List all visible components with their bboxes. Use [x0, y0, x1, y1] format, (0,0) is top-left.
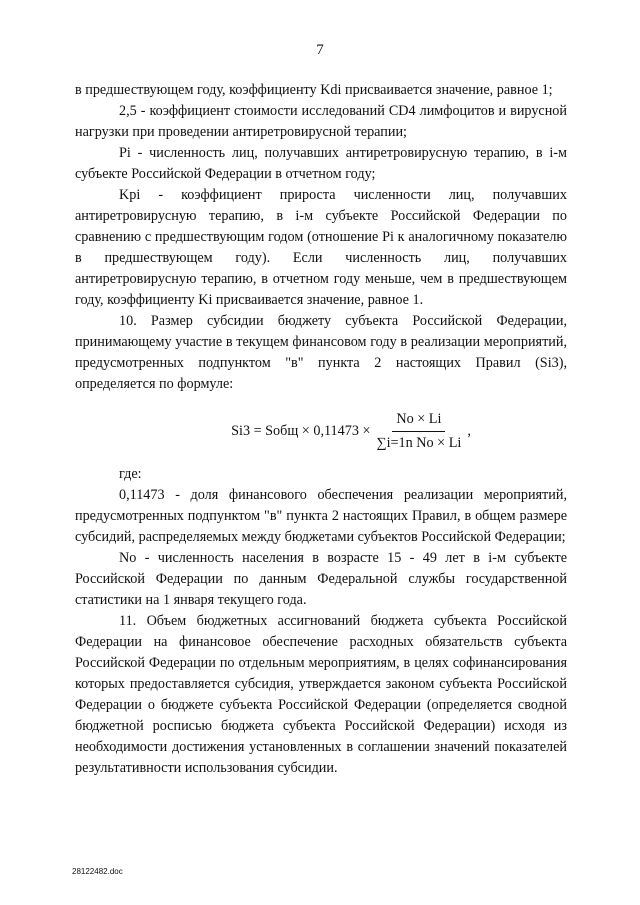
paragraph-coefficient-cd4: 2,5 - коэффициент стоимости исследований CD4 лимфоцитов и вирусной нагрузки при проведении антиретровирусной терапии;	[75, 103, 567, 140]
paragraph-pi-definition: Pi - численность лиц, получавших антиретровирусную терапию, в i-м субъекте Российской Федерации в отчетном году;	[75, 145, 567, 182]
formula-lhs: Si3 = Sобщ × 0,11473 ×	[231, 423, 371, 439]
paragraph-no-definition: No - численность населения в возрасте 15 - 49 лет в i-м субъекте Российской Федерации по данным Федеральной службы государственной статистики на 1 января текущего года.	[75, 550, 567, 608]
formula-tail: ,	[467, 423, 471, 439]
paragraph-share-definition: 0,11473 - доля финансового обеспечения реализации мероприятий, предусмотренных подпунктом "в" пункта 2 настоящих Правил, в общем размере субсидий, распределяемых между бюджетами субъектов Российской Федерации;	[75, 487, 567, 545]
formula-denominator: ∑i=1n No × Li	[376, 435, 462, 451]
paragraph-k-di-continuation: в предшествующем году, коэффициенту Kdi присваивается значение, равное 1;	[75, 82, 553, 98]
formula-fraction	[372, 409, 465, 454]
paragraph-item-11: 11. Объем бюджетных ассигнований бюджета субъекта Российской Федерации на финансовое обеспечение расходных обязательств субъекта Российской Федерации по отдельным мероприятиям, в целях софинансирования которых предоставляется субсидия, утверждается законом субъекта Российской Федерации о бюджете субъекта Российской Федерации (определяется сводной бюджетной росписью бюджета субъекта Российской Федерации) исходя из необходимости достижения установленных в соглашении значений показателей результативности использования субсидии.	[75, 613, 567, 776]
page-number: 7	[316, 42, 324, 58]
paragraph-where: где:	[119, 466, 142, 482]
document-body	[75, 80, 567, 779]
footer-filename: 28122482.doc	[72, 867, 123, 876]
formula-numerator: No × Li	[392, 409, 445, 432]
subsidy-formula	[135, 409, 567, 454]
paragraph-item-10: 10. Размер субсидии бюджету субъекта Российской Федерации, принимающему участие в текущем финансовом году в реализации мероприятий, предусмотренных подпунктом "в" пункта 2 настоящих Правил (Si3), определяется по формуле:	[75, 313, 567, 392]
paragraph-kpi-definition: Kpi - коэффициент прироста численности лиц, получавших антиретровирусную терапию, в i-м субъекте Российской Федерации по сравнению с предшествующим годом (отношение Pi к аналогичному показателю в предшествующем году). Если численность лиц, получавших антиретровирусную терапию, в отчетном году меньше, чем в предшествующем году, коэффициенту Ki присваивается значение, равное 1.	[75, 187, 567, 308]
